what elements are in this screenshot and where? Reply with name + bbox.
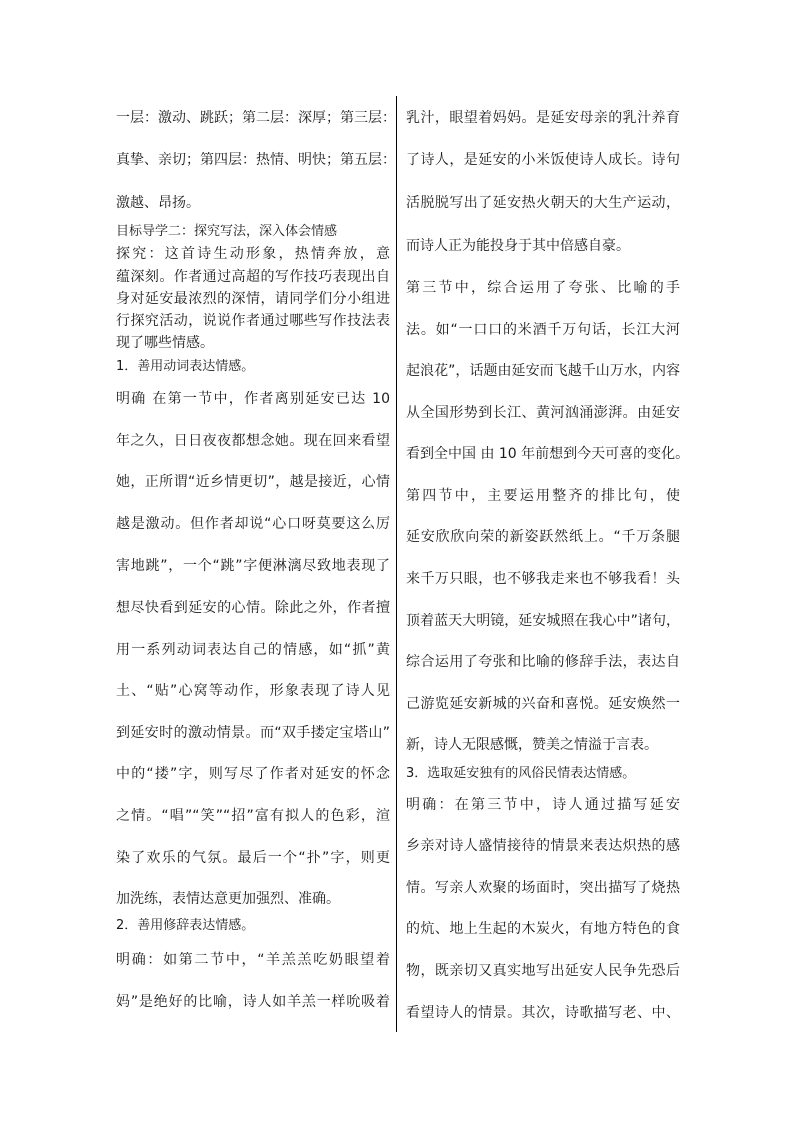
text-line: 从全国形势到长江、黄河汹涌澎湃。由延安 xyxy=(406,405,680,421)
text-line: 想尽快看到延安的心情。除此之外，作者擅 xyxy=(116,600,390,616)
text-line: 加洗练，表情达意更加强烈、准确。 xyxy=(116,891,340,907)
text-line: 到延安时的激动情景。而“双手搂定宝塔山” xyxy=(116,725,390,741)
text-line: 探究：这首诗生动形象，热情奔放，意 xyxy=(116,246,390,262)
text-line: 新，诗人无限感慨，赞美之情溢于言表。 xyxy=(406,737,658,753)
text-line: 1．善用动词表达情感。 xyxy=(116,359,255,374)
text-line: 土、“贴”心窝等动作，形象表现了诗人见 xyxy=(116,683,390,699)
text-line: 来千万只眼，也不够我走来也不够我看！头 xyxy=(406,571,680,587)
text-line: 真挚、亲切；第四层：热情、明快；第五层： xyxy=(116,152,396,168)
text-line: 顶着蓝天大明镜，延安城照在我心中”诸句， xyxy=(406,613,680,629)
text-line: 看望诗人的情景。其次，诗歌描写老、中、 xyxy=(406,1005,680,1021)
text-line: 年之久，日日夜夜都想念她。现在回来看望 xyxy=(116,433,390,449)
text-line: 法。如“一口口的米酒千万句话，长江大河 xyxy=(406,322,680,338)
text-line: 一层：激动、跳跃；第二层：深厚；第三层： xyxy=(116,110,396,126)
text-line: 蕴深刻。作者通过高超的写作技巧表现出自 xyxy=(116,269,390,285)
text-line: 情。写亲人欢聚的场面时，突出描写了烧热 xyxy=(406,880,680,896)
text-line: 延安欣欣向荣的新姿跃然纸上。“千万条腿 xyxy=(406,529,680,545)
text-line: 看到全中国 由 10 年前想到今天可喜的变化。 xyxy=(406,446,690,462)
text-line: 活脱脱写出了延安热火朝天的大生产运动， xyxy=(406,195,680,211)
text-line: 的炕、地上生起的木炭火，有地方特色的食 xyxy=(406,921,680,937)
text-line: 行探究活动，说说作者通过哪些写作技法表 xyxy=(116,313,390,329)
text-line: 3．选取延安独有的风俗民情表达情感。 xyxy=(406,766,636,781)
text-line: 明确：如第二节中，“羊羔羔吃奶眼望着 xyxy=(116,952,390,968)
column-divider xyxy=(396,96,397,1032)
text-line: 她，正所谓“近乡情更切”，越是接近，心情 xyxy=(116,474,390,490)
text-line: 中的“搂”字，则写尽了作者对延安的怀念 xyxy=(116,766,390,782)
text-line: 乳汁，眼望着妈妈。是延安母亲的乳汁养育 xyxy=(406,110,680,126)
text-line: 染了欢乐的气氛。最后一个“扑”字，则更 xyxy=(116,850,390,866)
text-line: 用一系列动词表达自己的情感，如“抓”黄 xyxy=(116,642,390,658)
text-line: 起浪花”，话题由延安而飞越千山万水，内容 xyxy=(406,363,680,379)
text-line: 之情。“唱”“笑”“招”富有拟人的色彩，渲 xyxy=(116,808,390,824)
text-line: 现了哪些情感。 xyxy=(116,335,214,351)
text-line: 而诗人正为能投身于其中倍感自豪。 xyxy=(406,238,630,254)
text-line: 激越、昂扬。 xyxy=(116,195,200,211)
text-line: 害地跳”，一个“跳”字便淋漓尽致地表现了 xyxy=(116,558,390,574)
text-line: 越是激动。但作者却说“心口呀莫要这么厉 xyxy=(116,516,390,532)
text-line: 乡亲对诗人盛情接待的情景来表达炽热的感 xyxy=(406,838,680,854)
text-line: 身对延安最浓烈的深情，请同学们分小组进 xyxy=(116,291,390,307)
text-line: 己游览延安新城的兴奋和喜悦。延安焕然一 xyxy=(406,696,680,712)
text-line: 物，既亲切又真实地写出延安人民争先恐后 xyxy=(406,963,680,979)
text-line: 了诗人，是延安的小米饭使诗人成长。诗句 xyxy=(406,152,680,168)
text-line: 明确：在第三节中，诗人通过描写延安 xyxy=(406,797,680,813)
text-line: 第四节中，主要运用整齐的排比句，使 xyxy=(406,488,680,504)
text-line: 明确 在第一节中，作者离别延安已达 10 xyxy=(116,391,390,407)
text-line: 目标导学二：探究写法，深入体会情感 xyxy=(116,224,338,239)
text-line: 2．善用修辞表达情感。 xyxy=(116,918,255,933)
text-line: 综合运用了夸张和比喻的修辞手法，表达自 xyxy=(406,654,680,670)
text-line: 第三节中，综合运用了夸张、比喻的手 xyxy=(406,280,680,296)
text-line: 妈”是绝好的比喻，诗人如羊羔一样吮吸着 xyxy=(116,994,390,1010)
